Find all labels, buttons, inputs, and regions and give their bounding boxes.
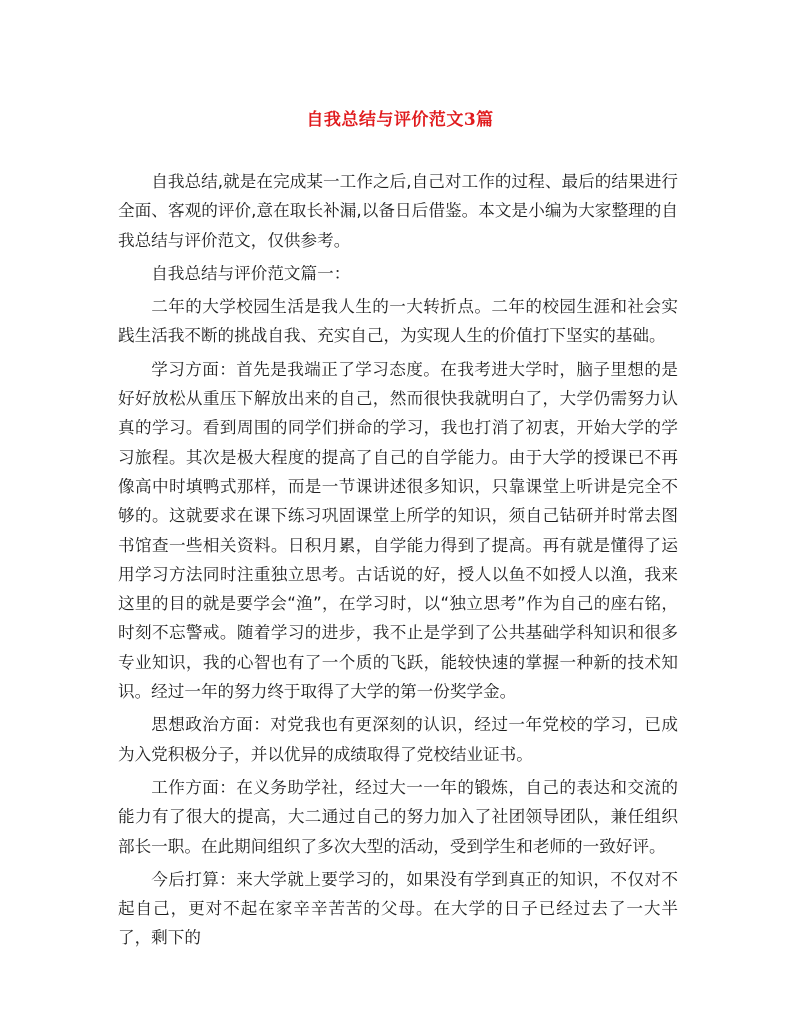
paragraph-intro: 自我总结,就是在完成某一工作之后,自己对工作的过程、最后的结果进行全面、客观的评价,意在取长补漏,以备日后借鉴。本文是小编为大家整理的自我总结与评价范文，仅供参考。 (118, 172, 678, 250)
paragraph-work: 工作方面：在义务助学社，经过大一一年的锻炼，自己的表达和交流的能力有了很大的提高，大二通过自己的努力加入了社团领导团队，兼任组织部长一职。在此期间组织了多次大型的活动，受到学生和老师的一致好评。 (118, 777, 678, 856)
paragraph-heading-one: 自我总结与评价范文篇一： (151, 263, 351, 283)
document-title: 自我总结与评价范文3篇 (306, 110, 494, 130)
paragraph-politics: 思想政治方面：对党我也有更深刻的认识，经过一年党校的学习，已成为入党积极分子，并以优异的成绩取得了党校结业证书。 (118, 715, 678, 764)
paragraph-campus-life: 二年的大学校园生活是我人生的一大转折点。二年的校园生涯和社会实践生活我不断的挑战自我、充实自己，为实现人生的价值打下坚实的基础。 (118, 297, 678, 346)
paragraph-plans: 今后打算：来大学就上要学习的，如果没有学到真正的知识，不仅对不起自己，更对不起在家辛辛苦苦的父母。在大学的日子已经过去了一大半了，剩下的 (118, 869, 678, 948)
paragraph-study: 学习方面：首先是我端正了学习态度。在我考进大学时，脑子里想的是好好放松从重压下解放出来的自己，然而很快我就明白了，大学仍需努力认真的学习。看到周围的同学们拼命的学习，我也打消了初衷，开始大学的学习旅程。其次是极大程度的提高了自己的自学能力。由于大学的授课已不再像高中时填鸭式那样，而是一节课讲述很多知识，只靠课堂上听讲是完全不够的。这就要求在课下练习巩固课堂上所学的知识，须自己钻研并时常去图书馆查一些相关资料。日积月累，自学能力得到了提高。再有就是懂得了运用学习方法同时注重独立思考。古话说的好，授人以鱼不如授人以渔，我来这里的目的就是要学会“渔”，在学习时，以“独立思考”作为自己的座右铭，时刻不忘警戒。随着学习的进步，我不止是学到了公共基础学科知识和很多专业知识，我的心智也有了一个质的飞跃，能较快速的掌握一种新的技术知识。经过一年的努力终于取得了大学的第一份奖学金。 (118, 359, 678, 702)
document-body (118, 167, 678, 957)
